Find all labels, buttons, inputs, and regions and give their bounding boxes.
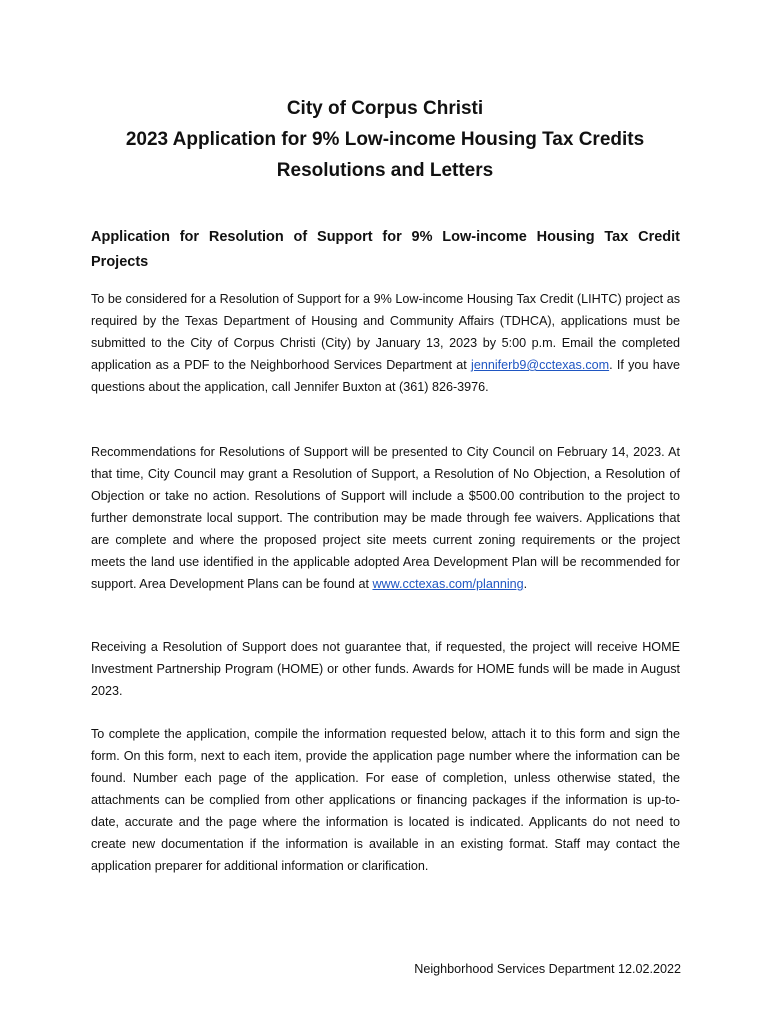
document-title bbox=[60, 93, 710, 186]
title-line-city: City of Corpus Christi bbox=[286, 98, 484, 119]
page-footer: Neighborhood Services Department 12.02.2022 bbox=[414, 962, 681, 976]
paragraph1-text-end: . If you have questions about the application, call Jennifer Buxton at (361) 826-3976. bbox=[91, 358, 681, 394]
paragraph-submission-instructions bbox=[91, 288, 680, 398]
paragraph2-text-end: . bbox=[523, 577, 528, 591]
title-line-resolutions: Resolutions and Letters bbox=[276, 160, 494, 181]
paragraph-completion-instructions: To complete the application, compile the information requested below, attach it to this form and sign the form. On this form, next to each item, provide the application page number where the information can be found. Number each page of the application. For ease of completion, unless otherwise stated, the attachments can be complied from other applications or financing packages if the information is up-to-date, accurate and the page where the information is located is indicated. Applicants do not need to create new documentation if the information is available in an existing format. Staff may contact the application preparer for additional information or clarification. bbox=[91, 727, 680, 873]
paragraph2-text-start: Recommendations for Resolutions of Support will be presented to City Council on February 14, 2023. At that time, City Council may grant a Resolution of Support, a Resolution of No Objection, a Resolution of Objection or take no action. Resolutions of Support will include a $500.00 contribution to the project to further demonstrate local support. The contribution may be made through fee waivers. Applications that are complete and where the proposed project site meets current zoning requirements or the project meets the land use identified in the applicable adopted Area Development Plan will be recommended for support. Area Development Plans can be found at bbox=[91, 445, 680, 591]
paragraph-home-funds: Receiving a Resolution of Support does not guarantee that, if requested, the project will receive HOME Investment Partnership Program (HOME) or other funds. Awards for HOME funds will be made in August 2023. bbox=[91, 640, 680, 698]
planning-web-link[interactable]: www.cctexas.com/planning bbox=[372, 577, 524, 591]
title-line-application: 2023 Application for 9% Low-income Housing Tax Credits bbox=[125, 129, 645, 150]
email-link[interactable]: jenniferb9@cctexas.com bbox=[471, 358, 610, 372]
section-heading: Application for Resolution of Support for 9% Low-income Housing Tax Credit Projects bbox=[91, 229, 680, 270]
paragraph-recommendations bbox=[91, 441, 680, 595]
paragraph1-text-start: To be considered for a Resolution of Support for a 9% Low-income Housing Tax Credit (LIHTC) project as required by the Texas Department of Housing and Community Affairs (TDHCA), applications must be submitted to the City of Corpus Christi (City) by January 13, 2023 by 5:00 p.m. Email the completed application as a PDF to the Neighborhood Services Department at bbox=[91, 292, 680, 372]
